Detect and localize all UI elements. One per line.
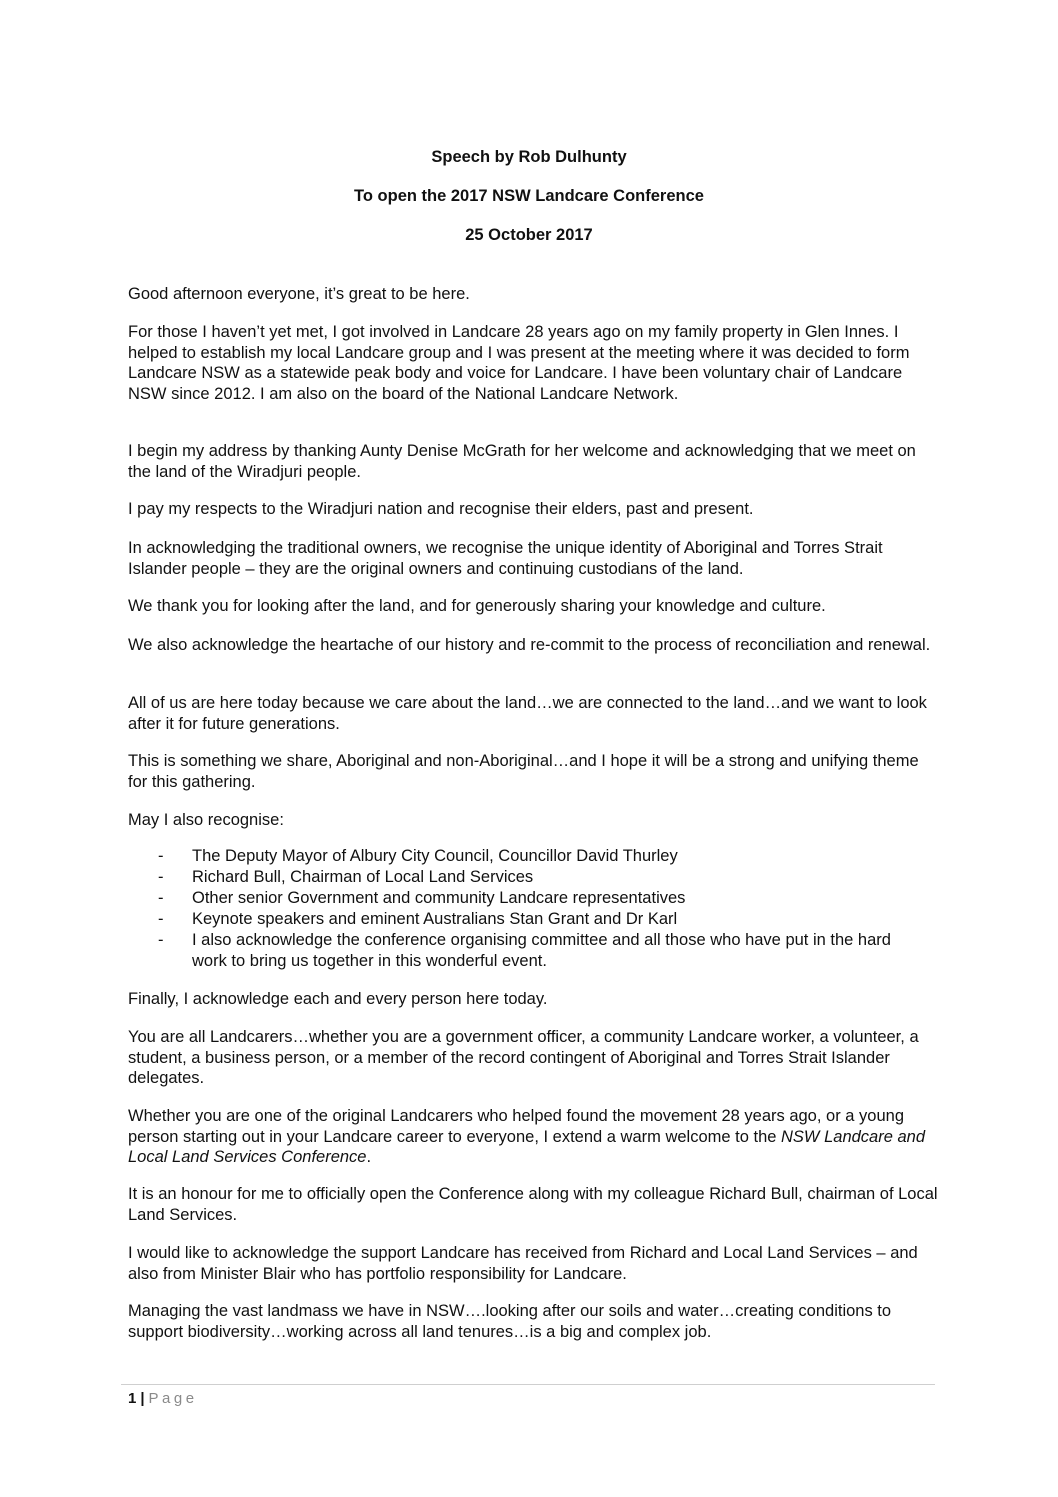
page-number: 1	[128, 1390, 137, 1407]
page-label: Page	[148, 1390, 198, 1407]
speech-title: Speech by Rob Dulhunty	[431, 148, 627, 166]
paragraph: It is an honour for me to officially open the Conference along with my colleague Richard Bull, chairman of Local Land Services.	[128, 1185, 938, 1224]
paragraph: I begin my address by thanking Aunty Denise McGrath for her welcome and acknowledging that we meet on the land of the Wiradjuri people.	[128, 442, 916, 481]
paragraph: We also acknowledge the heartache of our history and re-commit to the process of reconciliation and renewal.	[128, 636, 931, 654]
list-item: - Other senior Government and community Landcare representatives	[158, 889, 686, 907]
list-item: - Richard Bull, Chairman of Local Land Services	[158, 868, 534, 886]
paragraph: This is something we share, Aboriginal and non-Aboriginal…and I hope it will be a strong and unifying theme for this gathering.	[128, 752, 919, 791]
paragraph: Finally, I acknowledge each and every person here today.	[128, 990, 548, 1008]
page-footer	[128, 1389, 198, 1409]
list-item: - I also acknowledge the conference organising committee and all those who have put in the hard work to bring us together in this wonderful event.	[158, 931, 891, 970]
conference-name: NSW Landcare and Local Land Services Conference	[128, 1127, 926, 1166]
speech-subtitle: To open the 2017 NSW Landcare Conference	[354, 187, 704, 205]
paragraph: For those I haven’t yet met, I got involved in Landcare 28 years ago on my family property in Glen Innes. I helped to establish my local Landcare group and I was present at the meeting where it was decided to form Landcare NSW as a statewide peak body and voice for Landcare. I have been voluntary chair of Landcare NSW since 2012. I am also on the board of the National Landcare Network.	[128, 323, 910, 403]
paragraph: Good afternoon everyone, it’s great to be here.	[128, 285, 470, 303]
list-item: - The Deputy Mayor of Albury City Council, Councillor David Thurley	[158, 847, 678, 865]
paragraph: You are all Landcarers…whether you are a government officer, a community Landcare worker, a volunteer, a student, a business person, or a member of the record contingent of Aboriginal and Torres Strait Islander delegates.	[128, 1028, 919, 1087]
speech-date: 25 October 2017	[465, 226, 593, 244]
paragraph: All of us are here today because we care about the land…we are connected to the land…and we want to look after it for future generations.	[128, 694, 927, 733]
list-bullet: -	[158, 868, 164, 886]
paragraph: Managing the vast landmass we have in NSW….looking after our soils and water…creating conditions to support biodiversity…working across all land tenures…is a big and complex job.	[128, 1302, 892, 1341]
list-item: - Keynote speakers and eminent Australians Stan Grant and Dr Karl	[158, 910, 678, 928]
paragraph: May I also recognise:	[128, 811, 284, 829]
paragraph: I would like to acknowledge the support Landcare has received from Richard and Local Land Services – and also from Minister Blair who has portfolio responsibility for Landcare.	[128, 1244, 918, 1283]
paragraph: We thank you for looking after the land, and for generously sharing your knowledge and culture.	[128, 597, 826, 615]
list-bullet: -	[158, 910, 164, 928]
footer-separator: |	[140, 1390, 145, 1407]
paragraph: I pay my respects to the Wiradjuri nation and recognise their elders, past and present.	[128, 500, 754, 518]
list-bullet: -	[158, 931, 164, 949]
acknowledgement-list	[128, 846, 928, 972]
footer-divider	[121, 1384, 935, 1385]
list-bullet: -	[158, 889, 164, 907]
paragraph: In acknowledging the traditional owners, we recognise the unique identity of Aboriginal and Torres Strait Islander people – they are the original owners and continuing custodians of the land.	[128, 539, 883, 578]
welcome-paragraph: Whether you are one of the original Landcarers who helped found the movement 28 years ago, or a young person starting out in your Landcare career to everyone, I extend a warm welcome to the NSW Landcare and Local Land Services Conference.	[128, 1107, 926, 1166]
list-bullet: -	[158, 847, 164, 865]
